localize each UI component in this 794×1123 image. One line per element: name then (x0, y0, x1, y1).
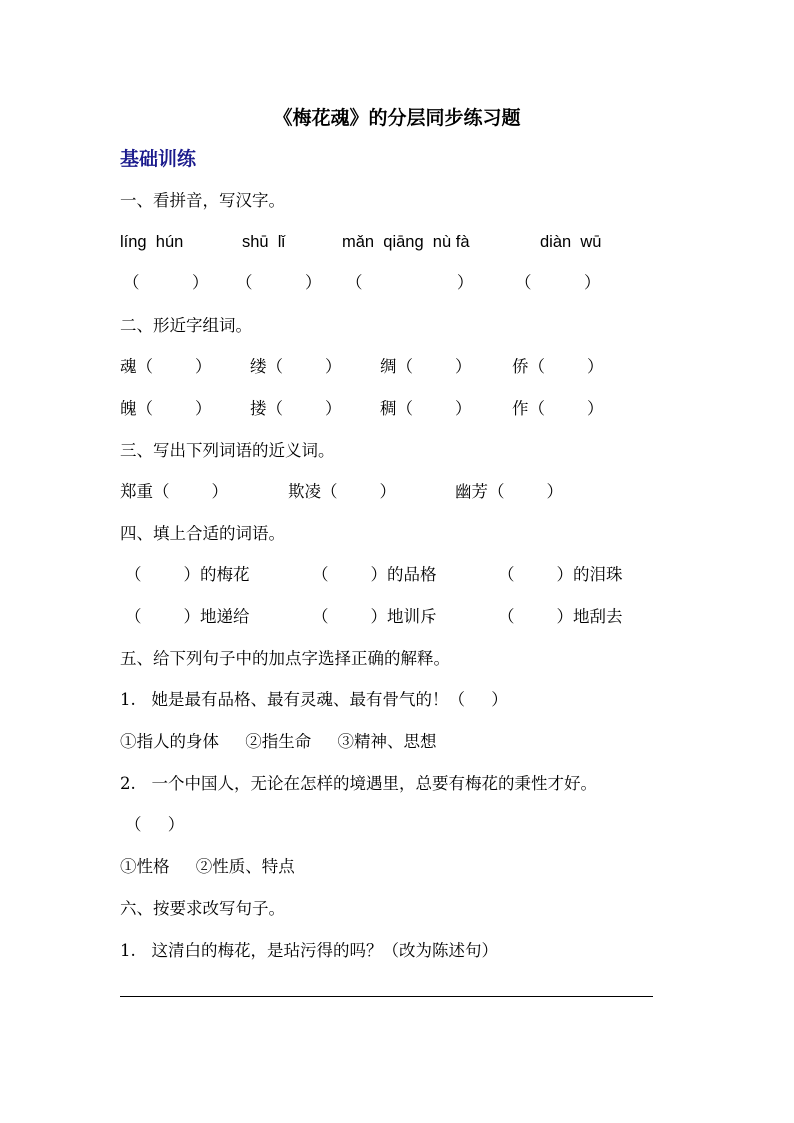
options-2: ①性格 ②性质、特点 (120, 857, 295, 876)
phrase-item: （ ）的梅花 (125, 565, 250, 584)
word-item: 搂（ ） (250, 399, 342, 418)
question-5-heading: 五、给下列句子中的加点字选择正确的解释。 (120, 649, 450, 668)
phrase-item: （ ）地递给 (125, 607, 250, 626)
section-title: 基础训练 (120, 148, 197, 170)
word-item: 幽芳（ ） (455, 482, 563, 501)
phrase-item: （ ）的品格 (312, 565, 437, 584)
options-1: ①指人的身体 ②指生命 ③精神、思想 (120, 732, 437, 751)
word-item: 绸（ ） (380, 357, 472, 376)
phrase-item: （ ）地训斥 (312, 607, 437, 626)
question-4-heading: 四、填上合适的词语。 (120, 524, 285, 543)
word-item: 作（ ） (512, 399, 604, 418)
question-1-heading: 一、看拼音，写汉字。 (120, 191, 285, 210)
question-6-heading: 六、按要求改写句子。 (120, 899, 285, 918)
question-3-heading: 三、写出下列词语的近义词。 (120, 441, 335, 460)
answer-blank: （ ） (236, 273, 322, 292)
answer-blank: （ ） (125, 815, 185, 834)
answer-blank: （ ） (123, 273, 209, 292)
pinyin-2: shū lǐ (242, 233, 286, 251)
question-2-heading: 二、形近字组词。 (120, 316, 252, 335)
word-item: 魂（ ） (120, 357, 212, 376)
word-item: 稠（ ） (380, 399, 472, 418)
word-item: 缕（ ） (250, 357, 342, 376)
answer-blank: （ ） (346, 273, 474, 292)
pinyin-4: diàn wū (540, 233, 602, 251)
pinyin-3: mǎn qiāng nù fà (342, 233, 470, 251)
phrase-item: （ ）地刮去 (498, 607, 623, 626)
word-item: 欺凌（ ） (288, 482, 396, 501)
answer-line (120, 996, 653, 997)
word-item: 魄（ ） (120, 399, 212, 418)
sentence-1: 1. 她是最有品格、最有灵魂、最有骨气的！（ ） (120, 690, 508, 709)
pinyin-1: líng hún (120, 233, 184, 251)
page-title: 《梅花魂》的分层同步练习题 (273, 107, 521, 129)
sentence-2: 2. 一个中国人，无论在怎样的境遇里，总要有梅花的秉性才好。 (120, 774, 597, 793)
answer-blank: （ ） (515, 273, 601, 292)
sentence-rewrite-1: 1. 这清白的梅花，是玷污得的吗？（改为陈述句） (120, 941, 498, 960)
word-item: 侨（ ） (512, 357, 604, 376)
word-item: 郑重（ ） (120, 482, 228, 501)
phrase-item: （ ）的泪珠 (498, 565, 623, 584)
